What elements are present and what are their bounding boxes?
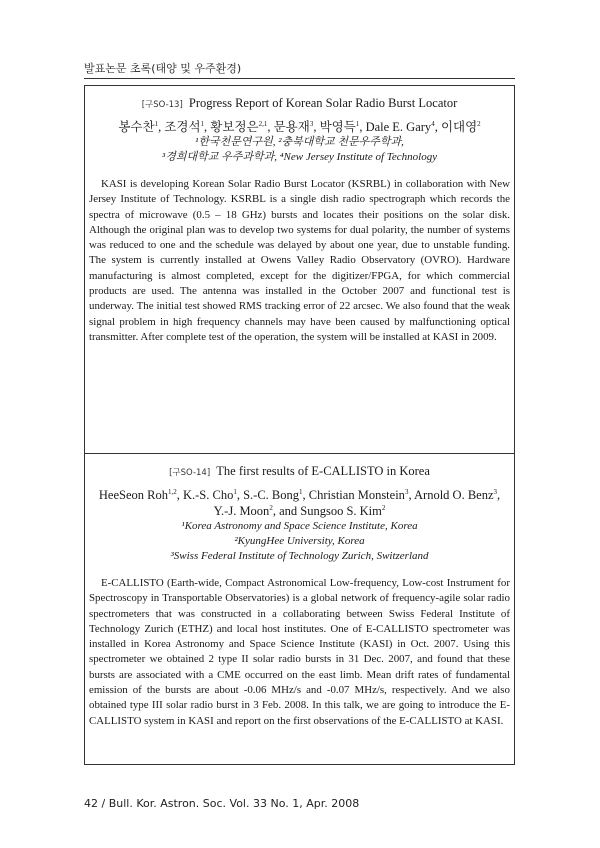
author-list: HeeSeon Roh$^{1,2}$, K.-S. Cho$^1$, S.-C. Bong$^1$, Christian Monstein$^3$, Arnold O. Benz$^3$, Y.-J. Moon$^2$, and Sungsoo S. Kim$^2$: [98, 487, 501, 518]
affiliation-line: ³Swiss Federal Institute of Technology Zurich, Switzerland: [170, 550, 429, 562]
header-rule: [84, 78, 515, 79]
author-name: 봉수찬: [118, 120, 155, 134]
author-affil-sup: 1: [200, 119, 205, 128]
author-affil-sup: 2: [381, 503, 386, 512]
paper-title-row: [91, 96, 508, 111]
author-affil-sup: 1: [355, 119, 360, 128]
author-affil-sup: 3: [309, 119, 314, 128]
affiliation-line: ³경희대학교 우주과학과, ⁴New Jersey Institute of Technology: [161, 151, 438, 163]
author-name: Dale E. Gary: [365, 120, 432, 134]
author-name: 이대영: [440, 120, 478, 134]
author-name: HeeSeon Roh: [98, 488, 168, 502]
page-footer: 42 / Bull. Kor. Astron. Soc. Vol. 33 No. 1, Apr. 2008: [84, 797, 360, 810]
author-name: S.-C. Bong: [243, 488, 299, 502]
abstract-box-2: [84, 454, 515, 765]
author-name: 박영득: [319, 120, 356, 134]
author-list: 봉수찬$^1$, 조경석$^1$, 황보정은$^{2,1}$, 문용재$^3$, 박영득$^1$, Dale E. Gary$^4$, 이대영$^2$: [118, 119, 481, 134]
author-name: 황보정은: [210, 120, 259, 134]
author-name: Sungsoo S. Kim: [300, 504, 382, 518]
author-name: Christian Monstein: [308, 488, 405, 502]
author-name: Y.-J. Moon: [213, 504, 270, 518]
abstract-box-1: [84, 85, 515, 454]
affiliation-line: ¹한국천문연구원, ²충북대학교 천문우주학과,: [195, 136, 404, 148]
author-affil-sup: 2: [269, 503, 273, 512]
author-affil-sup: 3: [493, 487, 497, 496]
author-affil-sup: 1,2: [167, 487, 177, 496]
affiliation-line: ²KyungHee University, Korea: [234, 535, 365, 547]
author-affil-sup: 3: [404, 487, 409, 496]
author-affil-sup: 2: [477, 119, 481, 128]
author-affil-sup: 1: [299, 487, 303, 496]
author-name: 조경석: [164, 120, 201, 134]
author-name: 문용재: [273, 120, 310, 134]
abstract-text: E-CALLISTO (Earth-wide, Compact Astronomical Low-frequency, Low-cost Instrument for Spectroscopy in Transportable Observatories) is a global network of frequency-agile solar radio spectrometers that was constructed in a collaborating between Swiss Federal Institute of Technology Zurich (ETHZ) and local host institutes. One of E-CALLISTO spectrometer was installed in Korea Astronomy and Space Science Institute (KASI) in Oct. 2007. Using this spectrometer we obtained 2 type II solar radio bursts in 31 Dec. 2007, and found that these bursts are associated with a CME occurred on the east limb. Mean drift rates of fundamental emission of the bursts are about -0.06 MHz/s and -0.07 MHz/s, respectively. And we also obtained type III solar radio burst in 3 Feb. 2008. In this talk, we are going to introduce the E-CALLISTO system in KASI and report on the first observations of the E-CALLISTO at KASI.: [89, 577, 510, 727]
author-name: K.-S. Cho: [182, 488, 234, 502]
paper-title: Progress Report of Korean Solar Radio Burst Locator: [188, 96, 458, 110]
affiliation-line: ¹Korea Astronomy and Space Science Institute, Korea: [181, 520, 418, 532]
session-code: [구SO-14]: [169, 468, 211, 478]
session-code: [구SO-13]: [141, 100, 183, 110]
running-header: 발표논문 초록(태양 및 우주환경): [84, 62, 242, 75]
author-affil-sup: 2,1: [258, 119, 268, 128]
author-affil-sup: 1: [154, 119, 159, 128]
paper-title-row: [91, 464, 508, 479]
author-name: Arnold O. Benz: [414, 488, 494, 502]
author-affil-sup: 4: [431, 119, 435, 128]
author-affil-sup: 1: [233, 487, 237, 496]
abstract-text: KASI is developing Korean Solar Radio Burst Locator (KSRBL) in collaboration with New Jersey Institute of Technology. KSRBL is a single dish radio spectrograph which records the spectra of microwave (0.5 – 18 GHz) bursts and locates their positions on the solar disk. Although the original plan was to develop two systems for dual polarity, the number of systems was reduced to one and the schedule was delayed by about one year, due to unstable funding. The system is currently installed at Owens Valley Radio Observatory (OVRO). Hardware manufacturing is almost completed, except for the digitizer/FPGA, for which commercial products are used. The antenna was installed in the October 2007 and functional test is underway. The initial test showed RMS tracking error of 22 arcsec. We also found that the weak signal problem in high frequency channels may have been caused by malfunctioning optical transmitter. After complete test of the operation, the system will be installed at KASI in 2009.: [89, 178, 510, 343]
paper-title: The first results of E-CALLISTO in Korea: [216, 464, 430, 478]
